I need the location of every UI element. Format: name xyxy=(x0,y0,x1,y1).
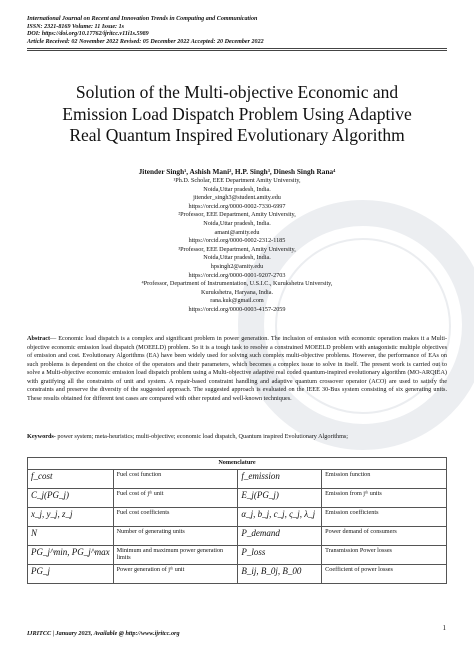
affiliation-email[interactable]: hpsingh2@amity.edu xyxy=(210,262,264,270)
symbol: x_j, y_j, z_j xyxy=(31,509,73,519)
author-list: Jitender Singh¹, Ashish Mani², H.P. Singh³, Dinesh Singh Rana⁴ xyxy=(138,167,336,176)
definition: Emission function xyxy=(322,470,447,489)
symbol: PG_j xyxy=(31,566,50,576)
paper-title xyxy=(27,82,447,147)
affiliation-orcid[interactable]: https://orcid.org/0000-0002-7330-6997 xyxy=(188,202,286,210)
affiliation-line: Kurukshetra, Haryana, India. xyxy=(201,288,273,296)
definition: Fuel cost coefficients xyxy=(113,508,238,527)
symbol: C_j(PG_j) xyxy=(31,490,69,500)
abstract-label: Abstract xyxy=(27,335,51,342)
table-row xyxy=(28,489,447,508)
symbol: PG_j^min, PG_j^max xyxy=(31,547,110,557)
affiliation-email[interactable]: rana.kuk@gmail.com xyxy=(210,297,264,305)
definition: Transmission Power losses xyxy=(322,546,447,565)
affiliation-line: ⁴Professor, Department of Instrumentation, U.S.I.C., Kurukshetra University, xyxy=(141,280,333,288)
page-number: 1 xyxy=(442,624,446,632)
affiliations xyxy=(27,177,447,315)
symbol: E_j(PG_j) xyxy=(241,490,279,500)
definition: Number of generating units xyxy=(113,527,238,546)
nomenclature-table xyxy=(27,457,447,584)
header-rule-double xyxy=(27,50,447,51)
journal-name: International Journal on Recent and Innovation Trends in Computing and Communication xyxy=(27,16,258,22)
table-row xyxy=(28,527,447,546)
table-row xyxy=(28,546,447,565)
title-line: Solution of the Multi-objective Economic and xyxy=(75,82,399,102)
definition: Emission from jᵗʰ units xyxy=(322,489,447,508)
affiliation-line: ²Professor, EEE Department, Amity University, xyxy=(178,211,296,219)
affiliation-orcid[interactable]: https://orcid.org/0000-0001-9207-2703 xyxy=(188,271,286,279)
affiliation-orcid[interactable]: https://orcid.org/0000-0002-2312-1185 xyxy=(188,237,286,245)
article-dates: Article Received: 02 November 2022 Revised: 05 December 2022 Accepted: 20 December 2022 xyxy=(27,38,264,45)
abstract xyxy=(27,335,447,403)
symbol: f_cost xyxy=(31,471,53,481)
definition: Fuel cost of jᵗʰ unit xyxy=(113,489,238,508)
table-row xyxy=(28,470,447,489)
page-footer: IJRITCC | January 2023, Available @ http://www.ijritcc.org xyxy=(27,630,180,637)
journal-issn: ISSN: 2321-8169 Volume: 11 Issue: 1s xyxy=(27,23,125,30)
nomenclature-heading: Nomenclature xyxy=(28,458,447,470)
table-row xyxy=(28,508,447,527)
title-line: Emission Load Dispatch Problem Using Adaptive xyxy=(62,103,412,124)
affiliation-email[interactable]: jitender_singh3@student.amity.edu xyxy=(193,194,281,202)
affiliation-email[interactable]: amani@amity.edu xyxy=(214,228,260,236)
symbol: P_demand xyxy=(241,528,280,538)
definition: Power generation of jᵗʰ unit xyxy=(113,565,238,584)
affiliation-line: Noida,Uttar pradesh, India. xyxy=(203,219,271,227)
journal-doi[interactable]: DOI: https://doi.org/10.17762/ijritcc.v11i1s.5989 xyxy=(27,31,149,38)
definition: Coefficient of power losses xyxy=(322,565,447,584)
keywords xyxy=(27,433,447,442)
definition: Power demand of consumers xyxy=(322,527,447,546)
symbol: α_j, b_j, c_j, ς_j, λ_j xyxy=(241,509,316,519)
header-rule xyxy=(27,48,447,49)
symbol: N xyxy=(31,528,38,538)
journal-header xyxy=(27,16,264,46)
symbol: f_emission xyxy=(241,471,280,481)
title-line: Real Quantum Inspired Evolutionary Algorithm xyxy=(69,125,405,145)
table-row xyxy=(28,565,447,584)
abstract-text: — Economic load dispatch is a complex and significant problem in power generation. The inclusion of emission with economic operation makes it a Multi-objective economic emission load dispatch (MOEELD) problem. So it is a tough task to resolve a constrained MOEELD problem with antagonistic multiple objectives of emission and cost. Evolutionary Algorithms (EA) have been widely used for solving such complex multi-objective problems. However, the performance of EAs on such problems is dependent on the choice of the operators and their parameters, which becomes a complex issue to solve in itself. The present work is carried out to solve a Multi-objective economic emission load dispatch problem using a Multi-objective adaptive real coded quantum-inspired evolutionary algorithm (MO-ARQIEA) with gratifying all the constraints of unit and system. A repair-based constraint handling and adaptive quantum crossover operator (ACO) are used to satisfy the constraints and preserve the diversity of the suggested approach. The suggested approach is evaluated on the IEEE 30-Bus system consisting of six generating units. These results obtained for different test cases are compared with other reputed and well-known techniques. xyxy=(27,335,447,402)
affiliation-line: Noida,Uttar pradesh, India. xyxy=(203,185,271,193)
affiliation-line: ³Professor, EEE Department, Amity University, xyxy=(178,245,296,253)
affiliation-orcid[interactable]: https://orcid.org/0000-0003-4157-2059 xyxy=(188,305,286,313)
keywords-text: power system; meta-heuristics; multi-objective; economic load dispatch, Quantum inspired Evolutionary Algorithms; xyxy=(55,433,349,440)
affiliation-line: ¹Ph.D. Scholar, EEE Department Amity University, xyxy=(173,177,301,184)
definition: Fuel cost function xyxy=(113,470,238,489)
definition: Minimum and maximum power generation limits xyxy=(113,546,238,565)
definition: Emission coefficients xyxy=(322,508,447,527)
keywords-label: Keywords- xyxy=(27,433,56,440)
symbol: P_loss xyxy=(241,547,266,557)
affiliation-line: Noida,Uttar pradesh, India. xyxy=(203,254,271,262)
symbol: B_ij, B_0j, B_00 xyxy=(241,566,302,576)
